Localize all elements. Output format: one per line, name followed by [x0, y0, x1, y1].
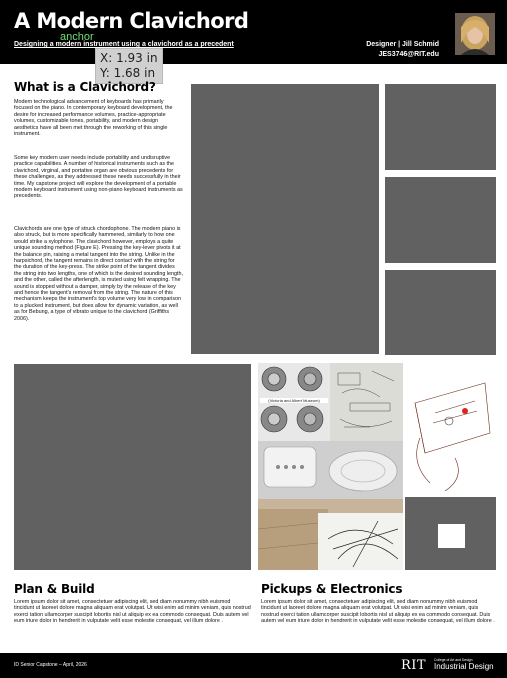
build-sketch-photo — [258, 499, 403, 570]
image-placeholder-right-1 — [385, 84, 496, 170]
clavichord-paragraph-1: Modern technological advancement of keyboards has primarily focused on the piano. In contemporary keyboard development, the desire for increased performance volumes, practice-appropriate volumes, customizable tones, portability, and modern design aesthetics have all been met through the reworking of this single instrument. — [14, 99, 173, 138]
coordinate-y: Y: 1.68 in — [100, 66, 156, 80]
pickup-photos — [258, 441, 403, 499]
concept-sketch — [405, 363, 496, 494]
footer-course: ID Senior Capstone – April, 2026 — [14, 662, 87, 668]
rit-logo: RIT — [401, 658, 427, 673]
section-heading-clavichord: What is a Clavichord? — [14, 80, 156, 94]
section-heading-pickups: Pickups & Electronics — [261, 582, 403, 596]
designer-credit — [366, 40, 439, 60]
clavichord-paragraph-3: Clavichords are one type of struck chordophone. The modern piano is also struck, but is more specifically hammered, similarly to how one would strike a xylophone. The clavichord however, employs a quite unique sounding method (Figure E). Pressing the key-lever pivots it at the balance pin, raising a metal tangent into the string. Unlike in the harpsichord, the tangent remains in direct contact with the string for the duration of the key-press. The strike point of the tangent divides the string into two lengths, one of which is the desired sounding length, and the other, called the afterlength, is muted using felt wrapping. The sound is stopped without a damper, simply by the release of the key and hence the tangent's removal from the string. The nature of this mechanism keeps the instrument's top volume very low in comparison to a plucked instrument, but does allow for dynamic variation, as well as for Bebung, a type of vibrato unique to the clavichord (Griffiths 2006). — [14, 226, 184, 322]
rosette-caption: (Victoria and Albert Museum) — [260, 398, 328, 403]
clavichord-paragraph-2: Some key modern user needs include portability and undisruptive practice capabilities. A number of historical instruments such as the clavichord, virginal, and portative organ are obvious precedents for these challenges, as they addressed these needs successfully in their time. My capstone project will explore the development of a portable modern keyboard instrument using non-piano keyboard instruments as precedents. — [14, 155, 183, 200]
image-placeholder-collage — [405, 497, 496, 570]
poster-title: A Modern Clavichord — [14, 9, 249, 33]
white-square — [438, 524, 465, 548]
coordinate-readout — [95, 48, 163, 84]
poster-footer — [0, 653, 507, 678]
designer-email: JES3746@RIT.edu — [378, 51, 439, 58]
pickups-body: Lorem ipsum dolor sit amet, consectetuer adipiscing elit, sed diam nonummy nibh euismod tincidunt ut laoreet dolore magna aliquam erat volutpat. Ut wisi enim ad minim veniam, quis nostrud exerci tation ullamcorper suscipit lobortis nisl ut aliquip ex ea commodo consequat. Duis autem vel eum iriure dolor in hendrerit in vulputate velit esse molestie consequat, vel illum dolore . — [261, 599, 495, 625]
rit-college: College of Art and Design — [434, 658, 473, 662]
section-heading-plan-build: Plan & Build — [14, 582, 95, 596]
image-placeholder-main — [191, 84, 379, 354]
poster-subtitle: Designing a modern instrument using a clavichord as a precedent — [14, 41, 234, 48]
coordinate-x: X: 1.93 in — [100, 51, 158, 65]
anchor-label: anchor — [60, 31, 94, 43]
mechanism-sketch — [330, 363, 403, 441]
image-placeholder-right-2 — [385, 177, 496, 263]
rosette-photos — [258, 363, 330, 441]
image-placeholder-lower-left — [14, 364, 251, 570]
designer-name: Designer | Jill Schmid — [366, 41, 439, 48]
image-placeholder-right-3 — [385, 270, 496, 355]
rit-department: Industrial Design — [434, 662, 494, 671]
designer-photo — [455, 13, 495, 55]
plan-build-body: Lorem ipsum dolor sit amet, consectetuer adipiscing elit, sed diam nonummy nibh euismod tincidunt ut laoreet dolore magna aliquam erat volutpat. Ut wisi enim ad minim veniam, quis nostrud exerci tation ullamcorper suscipit lobortis nisl ut aliquip ex ea commodo consequat. Duis autem vel eum iriure dolor in hendrerit in vulputate velit esse molestie consequat, vel illum dolore . — [14, 599, 251, 625]
